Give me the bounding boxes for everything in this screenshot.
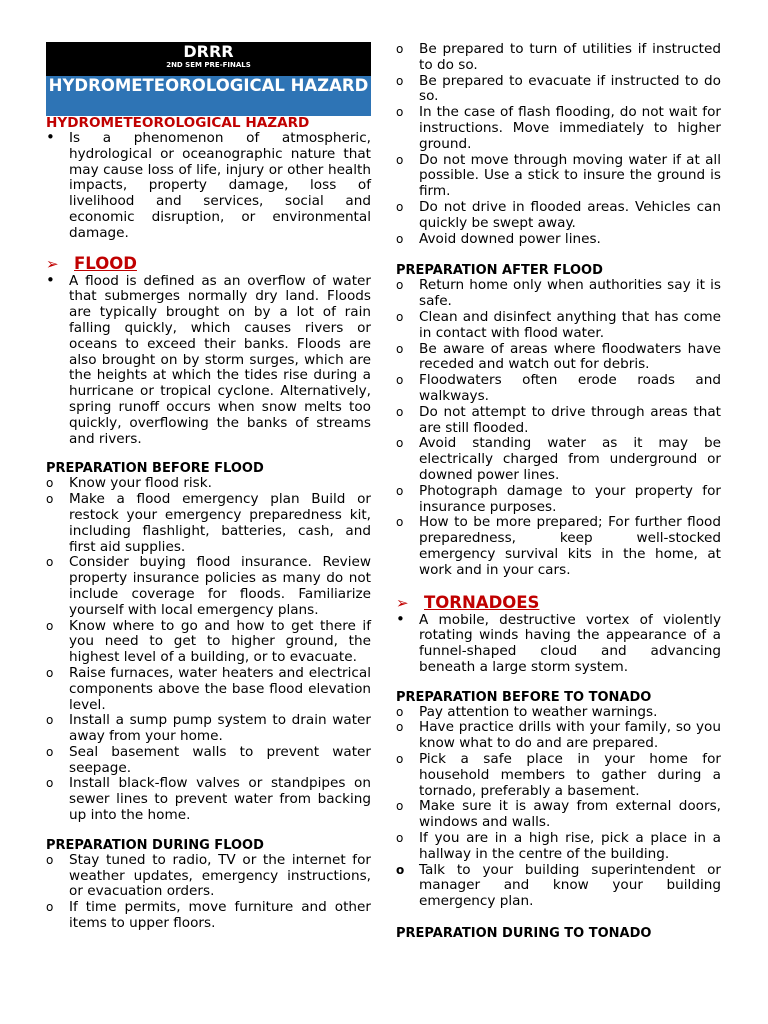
before-tornado-list <box>396 705 721 910</box>
list-item: o Photograph damage to your property for insurance purposes. <box>396 482 721 515</box>
circle-bullet-icon: o <box>396 278 404 293</box>
left-column <box>46 42 371 932</box>
list-item: o Install a sump pump system to drain water away from your home. <box>46 712 371 745</box>
arrow-bullet-icon: ➢ <box>396 593 409 612</box>
circle-bullet-icon: o <box>396 799 404 814</box>
doc-title: DRRR <box>183 42 234 61</box>
circle-bullet-icon: o <box>46 852 54 867</box>
right-column <box>396 42 721 941</box>
circle-bullet-icon: o <box>46 555 54 570</box>
circle-bullet-icon: o <box>396 199 404 214</box>
circle-bullet-icon: o <box>396 309 404 324</box>
circle-bullet-icon: o <box>396 515 404 530</box>
circle-bullet-icon: o <box>396 341 404 356</box>
circle-bullet-icon: o <box>46 744 54 759</box>
flood-definition: • A flood is defined as an overflow of water that submerges normally dry land. Floods are typically brought on by a lot of rain falling quickly, which causes rivers or oceans to exceed their banks. Floods are also brought on by storm surges, which are the heights at which the tides rise during a hurricane or tropical cyclone. Alternatively, spring runoff occurs when snow melts too quickly, overflowing the banks of streams and rivers. <box>46 270 371 447</box>
circle-bullet-icon: o <box>396 231 404 246</box>
list-item: o Make a flood emergency plan Build or restock your emergency preparedness kit, including flashlight, batteries, cash, and first aid supplies. <box>46 491 371 555</box>
circle-bullet-icon: o <box>396 483 404 498</box>
circle-bullet-icon: o <box>396 436 404 451</box>
list-item: o Stay tuned to radio, TV or the internet for weather updates, emergency instructions, or evacuation orders. <box>46 851 371 900</box>
circle-bullet-icon: o <box>396 42 404 56</box>
list-item: o Raise furnaces, water heaters and electrical components above the base flood elevation level. <box>46 664 371 713</box>
during-flood-list-part2 <box>396 42 721 247</box>
circle-bullet-icon: o <box>46 665 54 680</box>
circle-bullet-icon: o <box>396 152 404 167</box>
before-tornado-heading: PREPARATION BEFORE TO TONADO <box>396 689 652 705</box>
list-item: o Know where to go and how to get there if you need to get to higher ground, the highest level of a building, or to evacuate. <box>46 617 371 666</box>
list-item: o Be prepared to turn of utilities if instructed to do so. <box>396 41 721 73</box>
circle-bullet-icon: o <box>396 704 404 719</box>
list-item: o Talk to your building superintendent or manager and know your building emergency plan. <box>396 861 721 910</box>
list-item: o Do not drive in flooded areas. Vehicles can quickly be swept away. <box>396 198 721 231</box>
list-item: o Do not move through moving water if at all possible. Use a stick to insure the ground is firm. <box>396 151 721 200</box>
header-banner <box>46 42 371 76</box>
list-item: o In the case of flash flooding, do not wait for instructions. Move immediately to higher ground. <box>396 104 721 152</box>
arrow-bullet-icon: ➢ <box>46 254 59 273</box>
hazard-definition: • Is a phenomenon of atmospheric, hydrological or oceanographic nature that may cause loss of life, injury or other health impacts, property damage, loss of livelihood and services, social and economic disruption, or environmental damage. <box>46 128 371 241</box>
circle-bullet-icon: o <box>46 900 54 915</box>
circle-bullet-icon: o <box>396 720 404 735</box>
list-item: o Pay attention to weather warnings. <box>396 703 658 720</box>
after-flood-heading: PREPARATION AFTER FLOOD <box>396 263 603 279</box>
list-item: o Avoid downed power lines. <box>396 230 601 247</box>
list-item: o Install black-flow valves or standpipes on sewer lines to prevent water from backing up into the home. <box>46 775 371 824</box>
circle-bullet-icon: o <box>396 73 404 88</box>
circle-bullet-icon: o <box>396 404 404 419</box>
list-item: o Pick a safe place in your home for household members to gather during a tornado, preferably a basement. <box>396 751 721 799</box>
list-item: o Consider buying flood insurance. Review property insurance policies as many do not include coverage for floods. Familiarize yourself with local emergency plans. <box>46 554 371 618</box>
list-item: o Floodwaters often erode roads and walkways. <box>396 372 721 404</box>
list-item: o Know your flood risk. <box>46 475 212 492</box>
topic-banner: HYDROMETEOROLOGICAL HAZARD <box>46 76 371 116</box>
list-item: o Avoid standing water as it may be electrically charged from underground or downed power lines. <box>396 435 721 483</box>
circle-bullet-icon: o <box>46 776 54 791</box>
after-flood-list <box>396 278 721 578</box>
hazard-heading: HYDROMETEOROLOGICAL HAZARD <box>46 115 310 131</box>
flood-title: FLOOD <box>74 254 137 274</box>
list-item: o Return home only when authorities say it is safe. <box>396 277 721 310</box>
before-flood-heading: PREPARATION BEFORE FLOOD <box>46 461 264 477</box>
bullet-icon: • <box>396 609 405 628</box>
tornadoes-definition: • A mobile, destructive vortex of violently rotating winds having the appearance of a funnel-shaped cloud and advancing beneath a large storm system. <box>396 609 721 675</box>
circle-bullet-icon: o <box>396 752 404 767</box>
flood-section-header <box>46 254 371 274</box>
circle-bullet-icon: o <box>396 862 405 877</box>
list-item: o Clean and disinfect anything that has come in contact with flood water. <box>396 308 721 341</box>
circle-bullet-icon: o <box>46 492 54 507</box>
list-item: o Seal basement walls to prevent water seepage. <box>46 743 371 776</box>
during-tornado-heading: PREPARATION DURING TO TONADO <box>396 926 652 942</box>
circle-bullet-icon: o <box>396 831 404 846</box>
list-item: o How to be more prepared; For further flood preparedness, keep well-stocked emergency survival kits in the home, at work and in your cars. <box>396 514 721 578</box>
during-flood-list-part1 <box>46 853 371 932</box>
list-item: o Be aware of areas where floodwaters have receded and watch out for debris. <box>396 340 721 373</box>
circle-bullet-icon: o <box>396 373 404 388</box>
circle-bullet-icon: o <box>396 105 404 120</box>
circle-bullet-icon: o <box>46 618 54 633</box>
list-item: o If you are in a high rise, pick a place in a hallway in the centre of the building. <box>396 830 721 862</box>
bullet-icon: • <box>46 128 55 146</box>
circle-bullet-icon: o <box>46 713 54 728</box>
bullet-icon: • <box>46 270 55 289</box>
list-item: o Be prepared to evacuate if instructed to do so. <box>396 72 721 105</box>
during-flood-heading: PREPARATION DURING FLOOD <box>46 837 264 853</box>
tornadoes-title: TORNADOES <box>424 593 540 612</box>
list-item: o Do not attempt to drive through areas that are still flooded. <box>396 403 721 436</box>
list-item: o Have practice drills with your family, so you know what to do and are prepared. <box>396 719 721 752</box>
tornadoes-section-header <box>396 593 721 613</box>
circle-bullet-icon: o <box>46 476 54 491</box>
before-flood-list <box>46 476 371 824</box>
list-item: o Make sure it is away from external doors, windows and walls. <box>396 798 721 831</box>
doc-subtitle: 2ND SEM PRE-FINALS <box>166 61 251 69</box>
list-item: o If time permits, move furniture and other items to upper floors. <box>46 899 371 932</box>
